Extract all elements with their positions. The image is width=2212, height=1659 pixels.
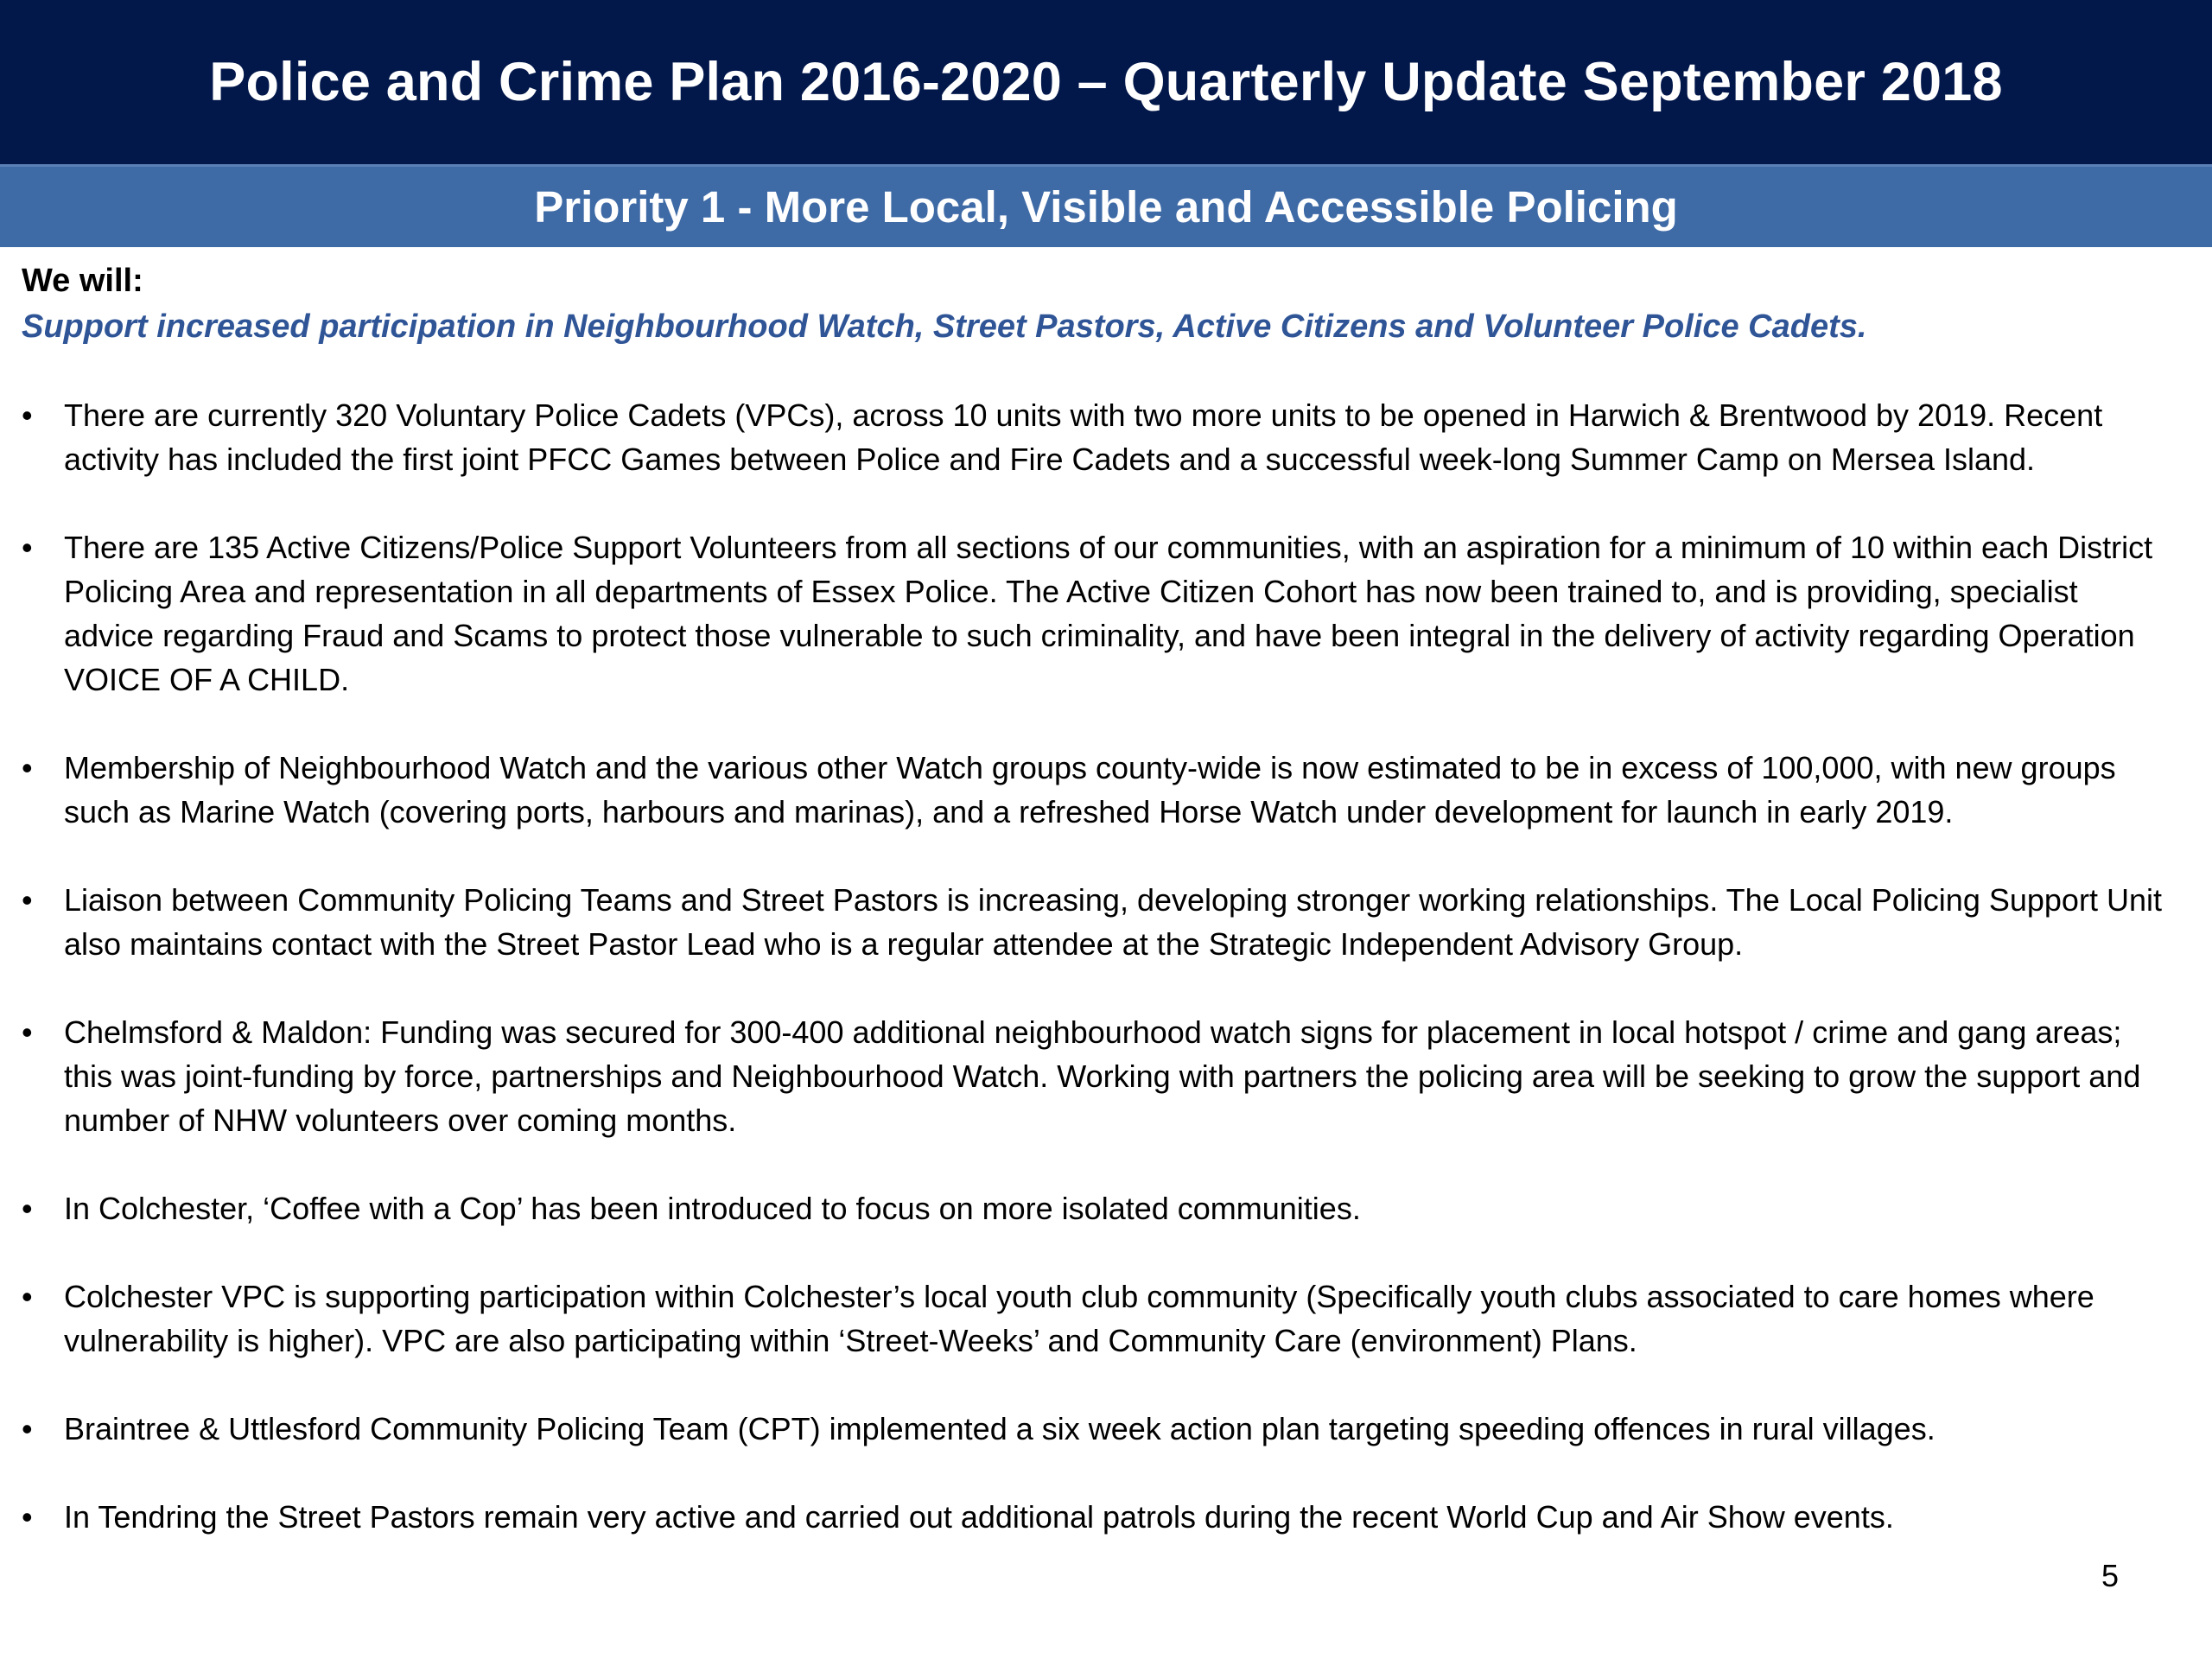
bullet-icon: • (22, 1411, 33, 1446)
list-item-text: Membership of Neighbourhood Watch and the various other Watch groups county-wide is now estimated to be in excess of 100,000, with new groups such as Marine Watch (covering ports, harbours and marinas), and a refreshed Horse Watch under development for launch in early 2019. (64, 750, 2116, 830)
title-banner (0, 0, 2212, 164)
list-item-text: Colchester VPC is supporting participation within Colchester’s local youth club community (Specifically youth clubs associated to care homes where vulnerability is higher). VPC are also participating within ‘Street-Weeks’ and Community Care (environment) Plans. (64, 1279, 2094, 1358)
priority-aim: Support increased participation in Neighbourhood Watch, Street Pastors, Active Citizens and Volunteer Police Cadets. (22, 308, 1867, 345)
list-item-text: In Tendring the Street Pastors remain very active and carried out additional patrols during the recent World Cup and Air Show events. (64, 1499, 1894, 1535)
we-will-label: We will: (22, 263, 143, 299)
list-item-text: There are 135 Active Citizens/Police Support Volunteers from all sections of our communities, with an aspiration for a minimum of 10 within each District Policing Area and representation in all departments of Essex Police. The Active Citizen Cohort has now been trained to, and is providing, specialist advice regarding Fraud and Scams to protect those vulnerable to such criminality, and have been integral in the delivery of activity regarding Operation VOICE OF A CHILD. (64, 530, 2153, 697)
priority-heading: Priority 1 - More Local, Visible and Accessible Policing (534, 182, 1678, 232)
list-item (22, 393, 2173, 481)
list-item-text: Chelmsford & Maldon: Funding was secured for 300-400 additional neighbourhood watch signs for placement in local hotspot / crime and gang areas; this was joint-funding by force, partnerships and Neighbourhood Watch. Working with partners the policing area will be seeking to grow the support and number of NHW volunteers over coming months. (64, 1014, 2141, 1138)
intro-section (22, 257, 2182, 349)
list-item (22, 1186, 2173, 1230)
bullet-icon: • (22, 1499, 33, 1535)
list-item (22, 1407, 2173, 1451)
list-item (22, 746, 2173, 834)
list-item (22, 525, 2173, 702)
update-list (22, 393, 2173, 1583)
list-item (22, 1495, 2173, 1539)
page-title: Police and Crime Plan 2016-2020 – Quarterly Update September 2018 (209, 52, 2003, 112)
bullet-icon: • (22, 397, 33, 433)
list-item (22, 878, 2173, 966)
list-item (22, 1010, 2173, 1142)
list-item-text: Braintree & Uttlesford Community Policing Team (CPT) implemented a six week action plan targeting speeding offences in rural villages. (64, 1411, 1936, 1446)
list-item-text: In Colchester, ‘Coffee with a Cop’ has been introduced to focus on more isolated communities. (64, 1191, 1361, 1226)
list-item-text: Liaison between Community Policing Teams and Street Pastors is increasing, developing stronger working relationships. The Local Policing Support Unit also maintains contact with the Street Pastor Lead who is a regular attendee at the Strategic Independent Advisory Group. (64, 882, 2162, 962)
bullet-icon: • (22, 530, 33, 565)
list-item (22, 1274, 2173, 1363)
page-number: 5 (2101, 1558, 2120, 1593)
bullet-icon: • (22, 1279, 33, 1314)
bullet-icon: • (22, 882, 33, 918)
bullet-icon: • (22, 1191, 33, 1226)
bullet-icon: • (22, 750, 33, 785)
bullet-icon: • (22, 1014, 33, 1050)
list-item-text: There are currently 320 Voluntary Police Cadets (VPCs), across 10 units with two more units to be opened in Harwich & Brentwood by 2019. Recent activity has included the first joint PFCC Games between Police and Fire Cadets and a successful week-long Summer Camp on Mersea Island. (64, 397, 2103, 477)
priority-banner (0, 164, 2212, 247)
